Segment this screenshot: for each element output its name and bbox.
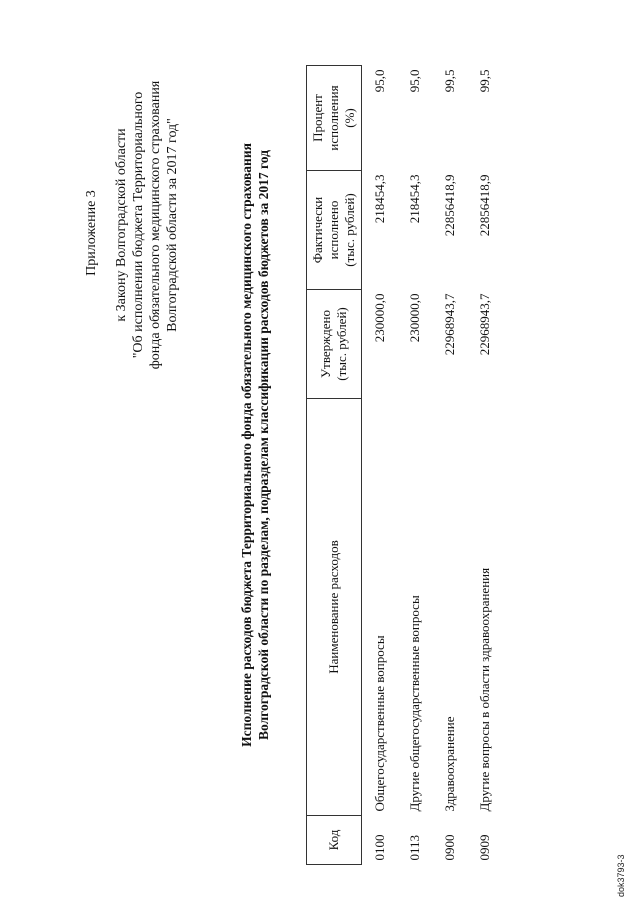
table-row <box>467 66 502 865</box>
row-actual: 218454,3 <box>371 174 387 224</box>
header-percent-line: Процент <box>310 94 325 142</box>
report-title-line: Исполнение расходов бюджета Территориального фонда обязательного медицинского страхования <box>239 143 254 747</box>
table-header-row <box>307 66 362 865</box>
row-approved: 230000,0 <box>371 293 387 343</box>
law-reference-line: фонда обязательного медицинского страхования <box>148 80 163 370</box>
header-actual <box>307 171 362 290</box>
row-code: 0909 <box>476 834 492 861</box>
report-title-line: Волгоградской области по разделам, подразделам классификации расходов бюджетов за 2017 год <box>256 150 271 740</box>
report-title <box>238 65 272 825</box>
row-approved: 22968943,7 <box>476 293 492 356</box>
row-percent: 99,5 <box>476 69 492 93</box>
header-percent-line: (%) <box>342 108 357 128</box>
law-reference-line: "Об исполнении бюджета Территориального <box>131 91 146 359</box>
header-percent <box>307 66 362 171</box>
law-reference <box>113 15 181 435</box>
header-percent-line: исполнения <box>326 85 341 151</box>
row-approved: 22968943,7 <box>441 293 457 356</box>
header-actual-line: Фактически <box>310 196 325 264</box>
header-code: Код <box>307 816 362 865</box>
header-actual-line: (тыс. рублей) <box>342 193 357 267</box>
table-row <box>432 66 467 865</box>
appendix-number: Приложение 3 <box>84 190 99 276</box>
row-name: Другие вопросы в области здравоохранения <box>476 567 492 812</box>
law-reference-line: Волгоградской области за 2017 год" <box>165 118 180 332</box>
table-row <box>362 66 398 865</box>
expenses-table <box>306 65 502 865</box>
row-actual: 22856418,9 <box>441 174 457 237</box>
row-code: 0113 <box>406 834 422 861</box>
row-name: Здравоохранение <box>441 716 457 812</box>
row-percent: 95,0 <box>406 69 422 93</box>
row-code: 0900 <box>441 834 457 861</box>
header-name: Наименование расходов <box>307 399 362 816</box>
header-approved <box>307 290 362 399</box>
table-row <box>397 66 432 865</box>
row-name: Другие общегосударственные вопросы <box>406 595 422 812</box>
row-name: Общегосударственные вопросы <box>371 635 387 812</box>
row-percent: 99,5 <box>441 69 457 93</box>
row-actual: 22856418,9 <box>476 174 492 237</box>
header-approved-line: (тыс. рублей) <box>334 307 349 381</box>
row-approved: 230000,0 <box>406 293 422 343</box>
row-code: 0100 <box>371 834 387 861</box>
header-approved-line: Утверждено <box>318 309 333 379</box>
row-actual: 218454,3 <box>406 174 422 224</box>
document-id: dok3793-3 <box>616 854 626 897</box>
law-reference-line: к Закону Волгоградской области <box>114 128 129 322</box>
row-percent: 95,0 <box>371 69 387 93</box>
header-actual-line: исполнено <box>326 200 341 260</box>
